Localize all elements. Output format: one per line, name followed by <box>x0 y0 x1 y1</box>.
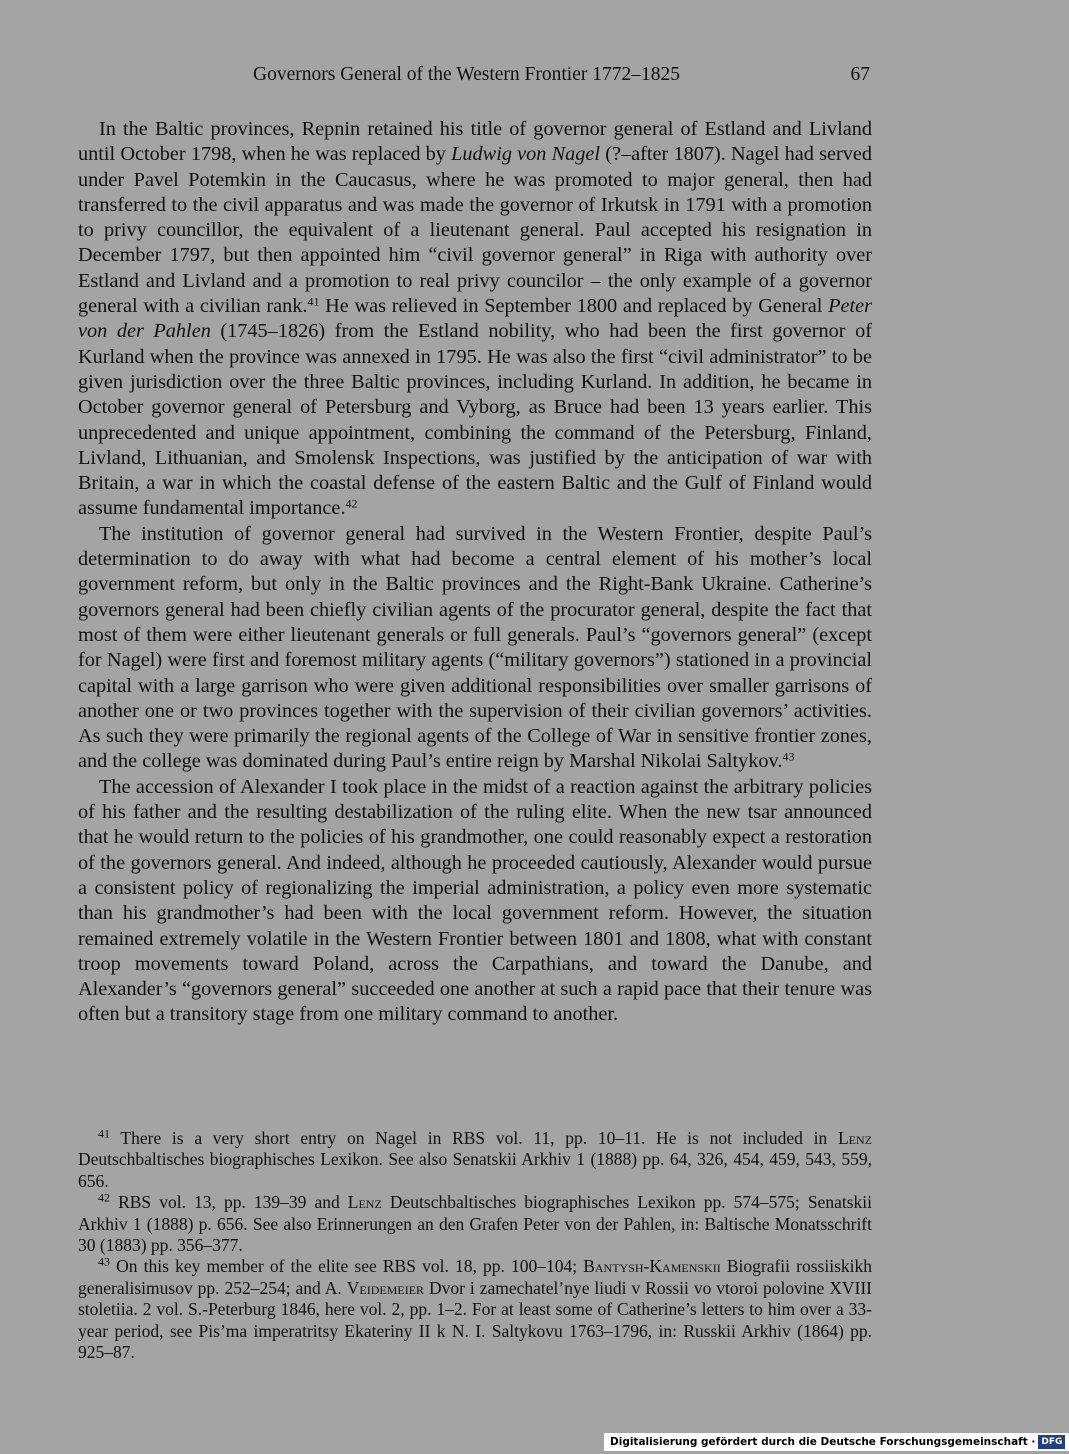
digitization-credit <box>604 1433 1069 1451</box>
footnote-42: $^{42}$ RBS vol. 13, pp. 139–39 and Lenz Deutschbaltisches biographisches Lexikon pp. 574–575; Senatskii Arkhiv 1 (1888) p. 656. See also Erinnerungen an den Grafen Peter von der Pahlen, in: Baltische Monatsschrift 30 (1883) pp. 356–377. <box>78 1190 872 1256</box>
running-header <box>78 64 870 90</box>
paragraph-3: The accession of Alexander I took place in the midst of a reaction against the arbitrary policies of his father and the resulting destabilization of the ruling elite. When the new tsar announced that he would return to the policies of his grandmother, one could reasonably expect a restoration of the governors general. And indeed, although he proceeded cautiously, Alexander would pursue a consistent policy of regionalizing the imperial administration, a policy even more systematic than his grandmother’s had been with the local government reform. However, the situation remained extremely volatile in the Western Frontier between 1801 and 1808, what with constant troop movements toward Poland, across the Carpathians, and toward the Danube, and Alexander’s “governors general” succeeded one another at such a rapid pace that their tenure was often but a transitory stage from one military command to another. <box>78 775 872 1026</box>
footnote-ref-43: 43 <box>782 749 795 764</box>
page-number: 67 <box>850 64 870 85</box>
footnote-ref-41: 41 <box>307 294 320 309</box>
running-title: Governors General of the Western Frontier 1772–1825 <box>253 64 680 85</box>
name-peter-von-der-pahlen: Peter von der Pahlen <box>78 295 873 343</box>
paragraph-1: In the Baltic provinces, Repnin retained his title of governor general of Estland and Livland until October 1798, when he was replaced by Ludwig von Nagel (?–after 1807). Nagel had served under Pavel Potemkin in the Caucasus, where he was promoted to major general, then had transferred to the civil apparatus and was made the governor of Irkutsk in 1791 with a promotion to privy councillor, the equivalent of a lieutenant general. Paul accepted his resignation in December 1797, but then appointed him “civil governor general” in Riga with authority over Estland and Livland and a promotion to real privy councilor – the only example of a governor general with a civilian rank.$^{41}$ He was relieved in September 1800 and replaced by General Peter von der Pahlen (1745–1826) from the Estland nobility, who had been the first governor of Kurland when the province was annexed in 1795. He was also the first “civil administrator” to be given jurisdiction over the three Baltic provinces, including Kurland. In addition, he became in October governor general of Petersburg and Vyborg, as Bruce had been 13 years earlier. This unprecedented and unique appointment, combining the command of the Petersburg, Finland, Livland, Lithuanian, and Smolensk Inspections, was justified by the anticipation of war with Britain, a war in which the coastal defense of the eastern Baltic and the Gulf of Finland would assume fundamental importance.$^{42}$ <box>78 118 873 520</box>
name-ludwig-von-nagel: Ludwig von Nagel <box>451 143 601 166</box>
footnote-41: $^{41}$ There is a very short entry on Nagel in RBS vol. 11, pp. 10–11. He is not included in Lenz Deutschbaltisches biographisches Lexikon. See also Senatskii Arkhiv 1 (1888) pp. 64, 326, 454, 459, 543, 559, 656. <box>78 1126 872 1191</box>
paragraph-2: The institution of governor general had survived in the Western Frontier, despite Paul’s determination to do away with what had become a central element of his mother’s local government reform, but only in the Baltic provinces and the Right-Bank Ukraine. Catherine’s governors general had been chiefly civilian agents of the procurator general, despite the fact that most of them were either lieutenant generals or full generals. Paul’s “governors general” (except for Nagel) were first and foremost military agents (“military governors”) stationed in a provincial capital with a large garrison who were given additional responsibilities over smaller garrisons of another one or two provinces together with the supervision of their civilian governors’ activities. As such they were primarily the regional agents of the College of War in sensitive frontier zones, and the college was dominated during Paul’s entire reign by Marshal Nikolai Saltykov.$^{43}$ <box>78 522 872 773</box>
footnotes <box>78 1128 872 1363</box>
digitization-credit-text: Digitalisierung gefördert durch die Deutsche Forschungsgemeinschaft · <box>610 1436 1036 1448</box>
dfg-logo: DFG <box>1038 1435 1065 1449</box>
footnote-43: $^{43}$ On this key member of the elite see RBS vol. 18, pp. 100–104; Bantysh-Kamenskii Biografii rossiiskikh generalisimusov pp. 252–254; and A. Veidemeier Dvor i zamechatel’nye liudi v Rossii vo vtoroi polovine XVIII stoletiia. 2 vol. S.-Peterburg 1846, here vol. 2, pp. 1–2. For at least some of Catherine’s letters to him over a 33-year period, see Pis’ma imperatritsy Ekateriny II k N. I. Saltykovu 1763–1796, in: Russkii Arkhiv (1864) pp. 925–87. <box>78 1254 872 1363</box>
footnote-ref-42: 42 <box>345 496 358 511</box>
main-text <box>78 117 872 1028</box>
